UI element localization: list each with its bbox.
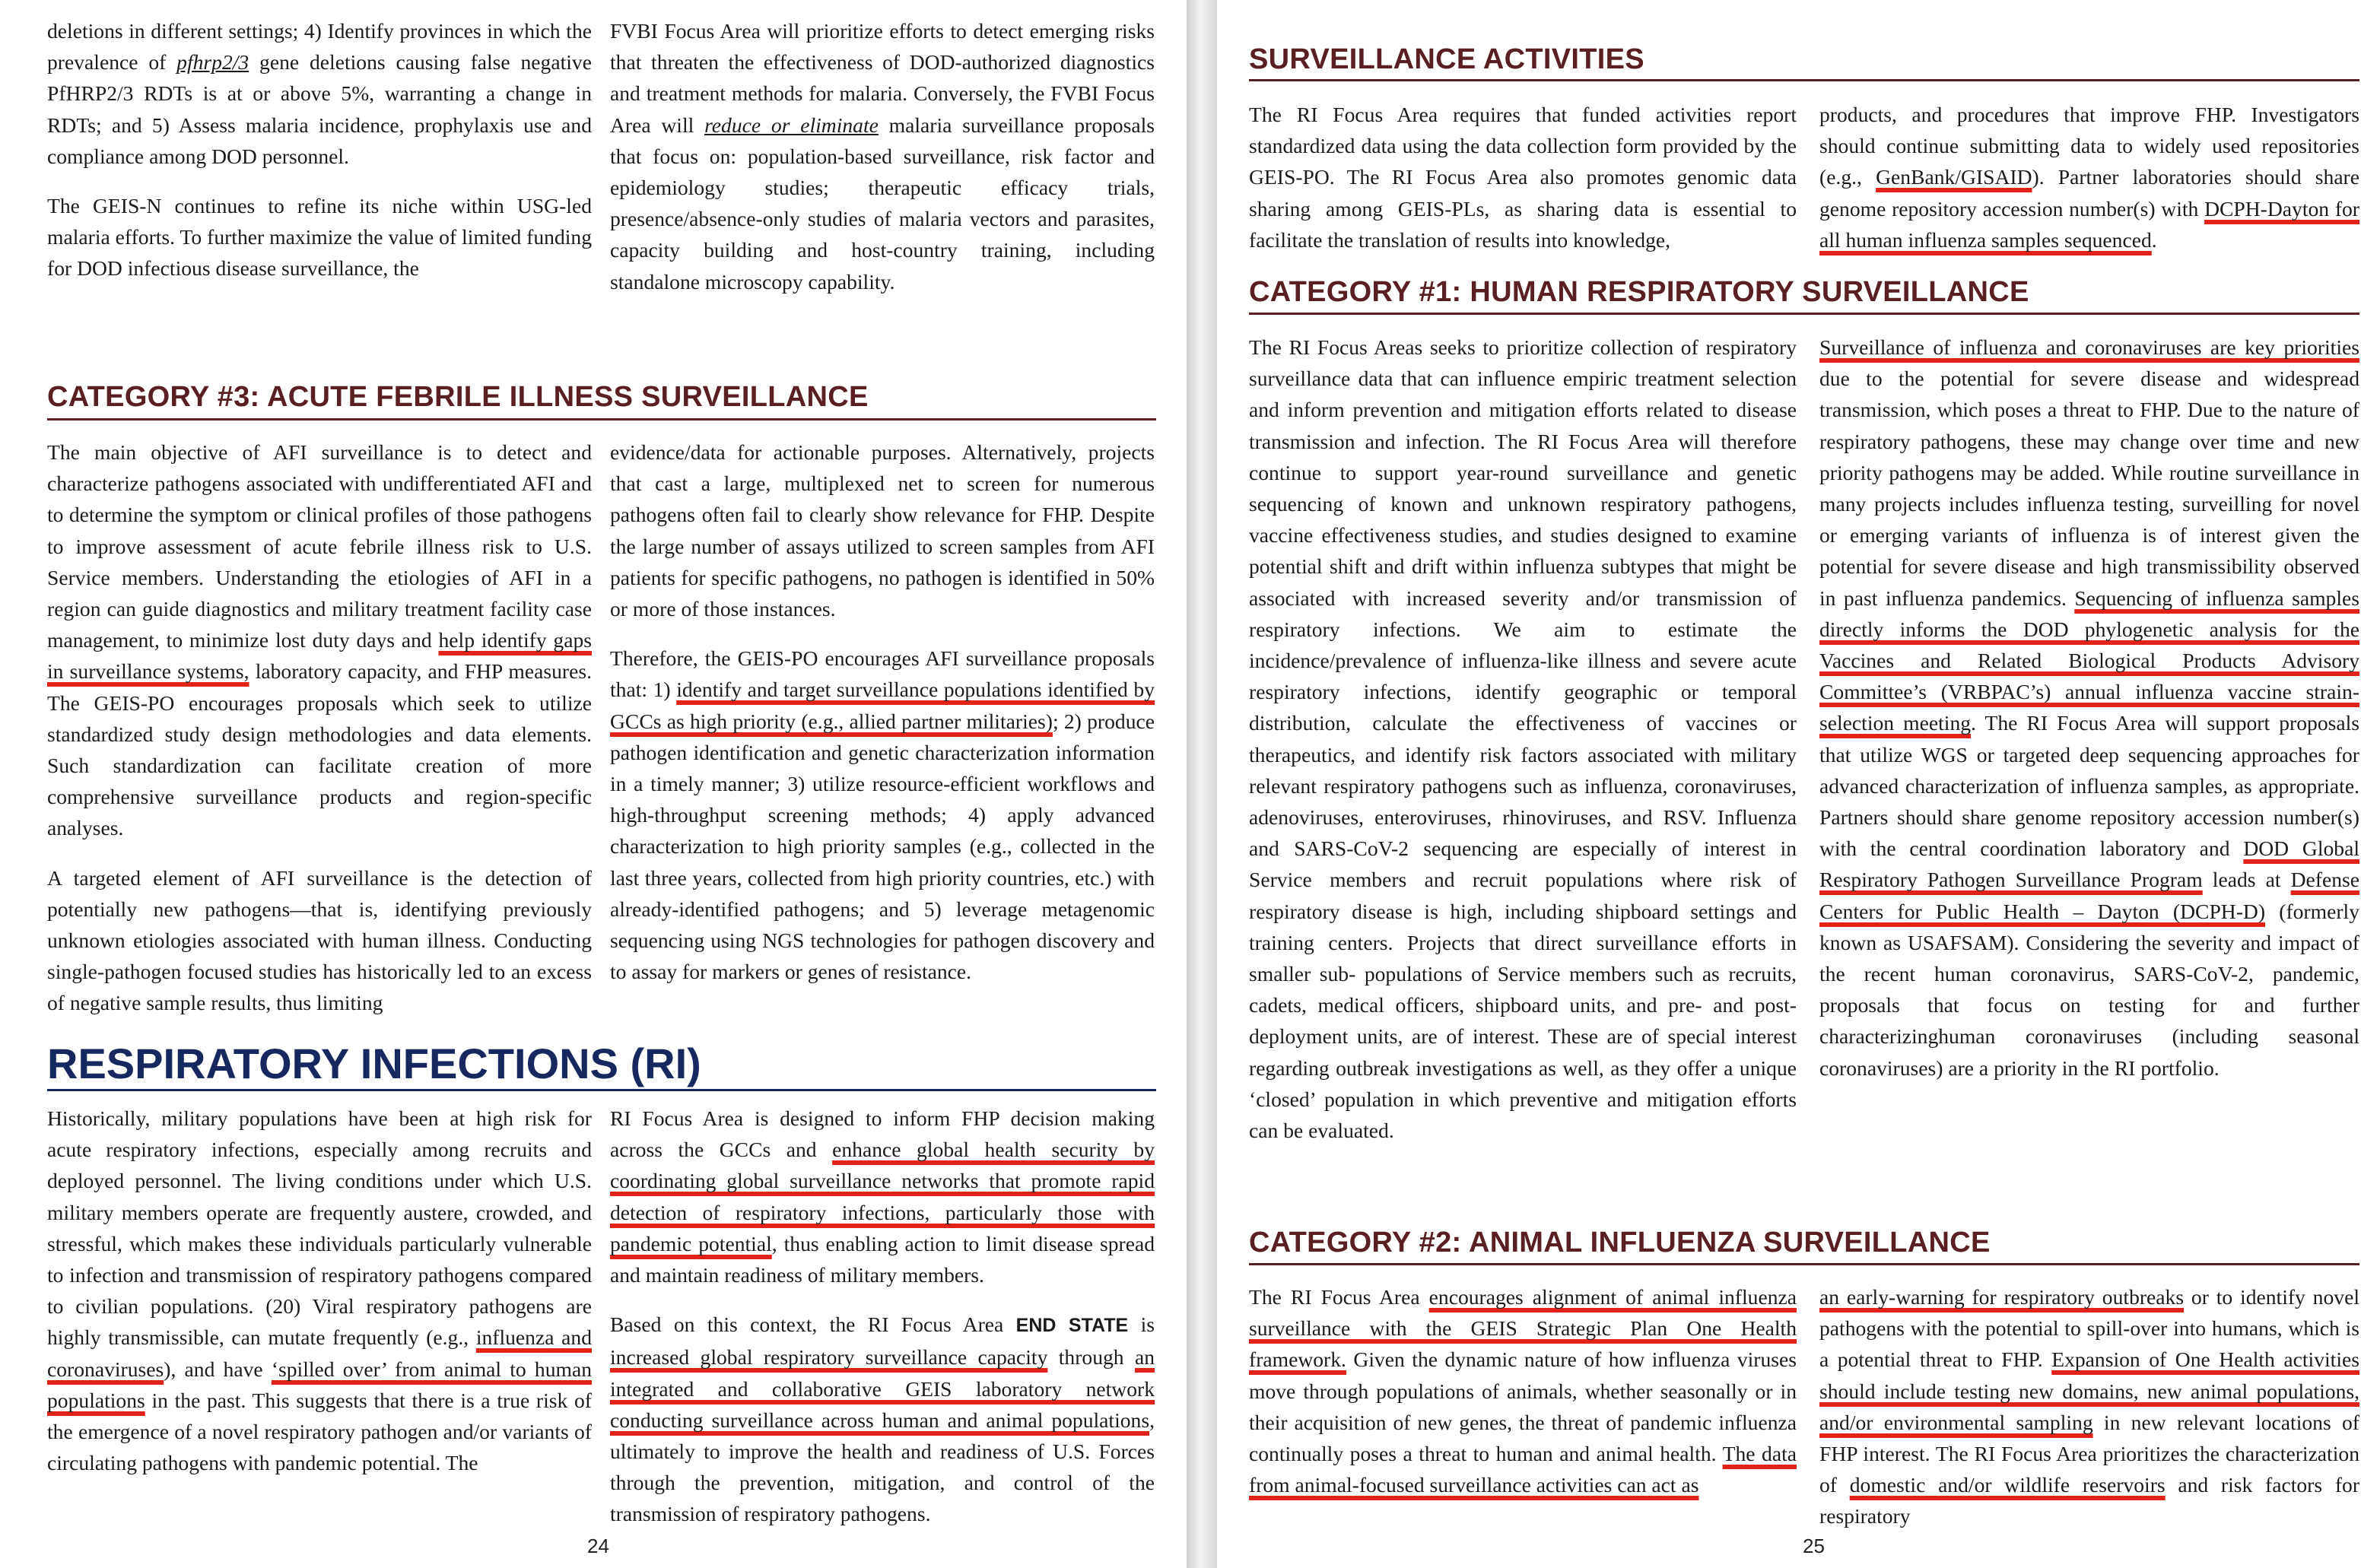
category-2-heading: CATEGORY #2: ANIMAL INFLUENZA SURVEILLANCE xyxy=(1249,1227,1991,1259)
page-number-25: 25 xyxy=(1803,1535,1825,1557)
page-gutter xyxy=(1187,0,1217,1568)
page-number-24: 24 xyxy=(587,1535,609,1557)
cat2-paragraph-1: The RI Focus Area encourages alignment of animal influenza surveillance with the GEIS Strategic Plan One Health framework. Given the dynamic nature of how influenza viruses move through populations of animals, whether seasonally or in their acquisition of new genes, the threat of pandemic influenza continually poses a threat to human and animal health. The data from animal-focused surveillance activities can act as xyxy=(1249,1285,1797,1497)
intro-paragraph-1: deletions in different settings; 4) Identify provinces in which the prevalence of pfhrp2/3 gene deletions causing false negative PfHRP2/3 RDTs is at or above 5%, warranting a change in RDTs; and 5) Assess malaria incidence, prophylaxis use and compliance among DOD personnel. xyxy=(47,19,592,168)
ri-column-1 xyxy=(47,1103,592,1497)
surv-column-2 xyxy=(1819,99,2359,274)
highlight: Defense Centers for Public Health – Dayton (DCPH-D) xyxy=(1819,868,2360,923)
surveillance-activities-heading: SURVEILLANCE ACTIVITIES xyxy=(1249,43,1644,75)
highlight: influenza and coronaviruses xyxy=(47,1325,592,1381)
respiratory-infections-title: RESPIRATORY INFECTIONS (RI) xyxy=(47,1040,701,1087)
cat3-paragraph-4: Therefore, the GEIS-PO encourages AFI surveillance proposals that: 1) identify and target surveillance populations identified by GCCs as high priority (e.g., allied partner militaries); 2) produce pathogen identification and genetic characterization information in a timely manner; 3) utilize resource-efficient workflows and high-throughput screening methods; 4) apply advanced characterization to high priority samples (e.g., collected in the last three years, collected from high priority countries, etc.) with already-identified pathogens; and 5) leverage metagenomic sequencing using NGS technologies for pathogen discovery and to assay for markers or genes of resistance. xyxy=(610,646,1155,984)
cat3-paragraph-2: A targeted element of AFI surveillance is the detection of potentially new pathogens—that is, identifying previously unknown etiologies associated with human illness. Conducting single-pathogen focused studies has historically led to an excess of negative sample results, thus limiting xyxy=(47,865,592,1015)
highlight: help identify gaps in surveillance systems, xyxy=(47,628,592,684)
page-25 xyxy=(1217,0,2361,1568)
cat3-paragraph-3: evidence/data for actionable purposes. Alternatively, projects that cast a large, multiplexed net to screen for numerous pathogens often fail to clearly show relevance for FHP. Despite the large number of assays utilized to screen samples from AFI patients for specific pathogens, no pathogen is identified in 50% or more of those instances. xyxy=(610,440,1155,621)
cat1-paragraph-1: The RI Focus Areas seeks to prioritize collection of respiratory surveillance data that can influence empiric treatment selection and inform prevention and mitigation efforts related to disease transmission and infection. The RI Focus Area will therefore continue to support year-round surveillance and genetic sequencing of known and unknown respiratory pathogens, vaccine effectiveness studies, and studies designed to examine potential shift and drift within influenza subtypes that might be associated with increased severity and/or transmission of respiratory infections. We aim to estimate the incidence/prevalence of influenza-like illness and severe acute respiratory infections, identify geographic or temporal distribution, calculate the effectiveness of vaccines or therapeutics, and identify risk factors associated with military relevant respiratory pathogens such as influenza, coronaviruses, adenoviruses, enteroviruses, rhinoviruses, and RSV. Influenza and SARS-CoV-2 sequencing are especially of interest in Service members and recruit populations where risk of respiratory disease is high, including shipboard settings and training centers. Projects that direct surveillance efforts in smaller sub- populations of Service members such as recruits, cadets, medical officers, shipboard units, and pre- and post-deployment units, are of interest. These are of special interest regarding outbreak investigations as well, as they offer a unique ‘closed’ population in which preventive and mitigation efforts can be evaluated. xyxy=(1249,335,1797,1143)
ri-paragraph-3: Based on this context, the RI Focus Area END STATE is increased global respiratory surveillance capacity through an integrated and collaborative GEIS laboratory network conducting surveillance across human and animal populations, ultimately to improve the health and readiness of U.S. Forces through the prevention, mitigation, and control of the transmission of respiratory pathogens. xyxy=(610,1312,1155,1526)
category-2-rule xyxy=(1249,1263,2359,1265)
highlight: identify and target surveillance populations identified by GCCs as high priority (e.g., allied partner militaries) xyxy=(610,678,1155,733)
highlight: encourages alignment of animal influenza surveillance with the GEIS Strategic Plan One Health framework. xyxy=(1249,1285,1797,1372)
category-3-rule xyxy=(47,418,1156,421)
cat1-column-2 xyxy=(1819,332,2359,1102)
highlight: GenBank/GISAID xyxy=(1876,165,2032,189)
intro-paragraph-3: FVBI Focus Area will prioritize efforts to detect emerging risks that threaten the effectiveness of DOD-authorized diagnostics and treatment methods for malaria. Conversely, the FVBI Focus Area will reduce or eliminate malaria surveillance proposals that focus on: population-based surveillance, risk factor and epidemiology studies; therapeutic efficacy trials, presence/absence-only studies of malaria vectors and parasites, capacity building and host-country training, including standalone microscopy capability. xyxy=(610,19,1155,294)
surv-paragraph-2: products, and procedures that improve FHP. Investigators should continue submitting data to widely used repositories (e.g., GenBank/GISAID). Partner laboratories should share genome repository accession number(s) with DCPH-Dayton for all human influenza samples sequenced. xyxy=(1819,103,2359,252)
intro-column-1 xyxy=(47,15,592,303)
highlight: ‘spilled over’ from animal to human populations xyxy=(47,1357,592,1412)
highlight: Expansion of One Health activities should include testing new domains, new animal populations, and/or environmental sampling xyxy=(1819,1347,2359,1434)
surv-column-1 xyxy=(1249,99,1797,274)
cat3-column-1 xyxy=(47,436,592,1037)
cat1-paragraph-2: Surveillance of influenza and coronaviruses are key priorities due to the potential for severe disease and widespread transmission, which poses a threat to FHP. Due to the nature of respiratory pathogens, these may change over time and new priority pathogens may be added. While routine surveillance in many projects includes influenza testing, surveilling for novel or emerging variants of influenza is of interest given the potential for severe disease and high transmissibility observed in past influenza pandemics. Sequencing of influenza samples directly informs the DOD phylogenetic analysis for the Vaccines and Related Biological Products Advisory Committee’s (VRBPAC’s) annual influenza vaccine strain-selection meeting. The RI Focus Area will support proposals that utilize WGS or targeted deep sequencing approaches for advanced characterization of influenza samples, as appropriate. Partners should share genome repository accession number(s) with the central coordination laboratory and DOD Global Respiratory Pathogen Surveillance Program leads at Defense Centers for Public Health – Dayton (DCPH-D) (formerly known as USAFSAM). Considering the severity and impact of the recent human coronavirus, SARS-CoV-2, pandemic, proposals that focus on testing for and further characterizinghuman coronaviruses (including seasonal coronaviruses) are a priority in the RI portfolio. xyxy=(1819,335,2360,1080)
surveillance-rule xyxy=(1249,79,2359,81)
cat3-column-2 xyxy=(610,436,1155,1005)
surv-paragraph-1: The RI Focus Area requires that funded activities report standardized data using the data collection form provided by the GEIS-PO. The RI Focus Area also promotes genomic data sharing among GEIS-PLs, as sharing data is essential to facilitate the translation of results into knowledge, xyxy=(1249,103,1797,252)
cat3-paragraph-1: The main objective of AFI surveillance is to detect and characterize pathogens associated with undifferentiated AFI and to determine the symptom or clinical profiles of those pathogens to improve assessment of acute febrile illness risk to U.S. Service members. Understanding the etiologies of AFI in a region can guide diagnostics and military treatment facility case management, to minimize lost duty days and help identify gaps in surveillance systems, laboratory capacity, and FHP measures. The GEIS-PO encourages proposals which seek to utilize standardized study design methodologies and data elements. Such standardization can facilitate creation of more comprehensive surveillance products and region-specific analyses. xyxy=(47,440,592,840)
intro-column-2 xyxy=(610,15,1155,316)
cat2-column-1 xyxy=(1249,1281,1797,1519)
highlight: an integrated and collaborative GEIS laboratory network conducting surveillance across human and animal populations xyxy=(610,1345,1155,1432)
highlight: enhance global health security by coordinating global surveillance networks that promote rapid detection of respiratory infections, particularly those with pandemic potential xyxy=(610,1138,1155,1255)
category-1-heading: CATEGORY #1: HUMAN RESPIRATORY SURVEILLANCE xyxy=(1249,276,2029,308)
cat2-column-2 xyxy=(1819,1281,2359,1551)
end-state-label: END STATE xyxy=(1015,1315,1129,1337)
ri-paragraph-1: Historically, military populations have been at high risk for acute respiratory infections, especially among recruits and deployed personnel. The living conditions under which U.S. military members operate are frequently austere, crowded, and stressful, which makes these individuals particularly vulnerable to infection and transmission of respiratory pathogens compared to civilian populations. (20) Viral respiratory pathogens are highly transmissible, can mutate frequently (e.g., influenza and coronaviruses), and have ‘spilled over’ from animal to human populations in the past. This suggests that there is a true risk of the emergence of a novel respiratory pathogen and/or variants of circulating pathogens with pandemic potential. The xyxy=(47,1106,592,1475)
highlight: DOD Global Respiratory Pathogen Surveillance Program xyxy=(1819,836,2359,892)
cat2-paragraph-2: an early-warning for respiratory outbreaks or to identify novel pathogens with the potential to spill-over into humans, which is a potential threat to FHP. Expansion of One Health activities should include testing new domains, new animal populations, and/or environmental sampling in new relevant locations of FHP interest. The RI Focus Area prioritizes the characterization of domestic and/or wildlife reservoirs and risk factors for respiratory xyxy=(1819,1285,2360,1528)
highlight: Sequencing of influenza samples directly informs the DOD phylogenetic analysis for the Vaccines and Related Biological Products Advisory Committee’s (VRBPAC’s) annual influenza vaccine strain-selection meeting xyxy=(1819,586,2359,735)
highlight: DCPH-Dayton for all human influenza samples sequenced xyxy=(1819,196,2359,252)
category-1-rule xyxy=(1249,313,2359,315)
category-3-heading: CATEGORY #3: ACUTE FEBRILE ILLNESS SURVEILLANCE xyxy=(47,381,869,413)
ri-paragraph-2: RI Focus Area is designed to inform FHP decision making across the GCCs and enhance global health security by coordinating global surveillance networks that promote rapid detection of respiratory infections, particularly those with pandemic potential, thus enabling action to limit disease spread and maintain readiness of military members. xyxy=(610,1106,1155,1287)
highlight: Surveillance of influenza and coronaviruses are key priorities xyxy=(1819,335,2359,359)
highlight: domestic and/or wildlife reservoirs xyxy=(1849,1473,2166,1497)
highlight: an early-warning for respiratory outbreaks xyxy=(1819,1285,2185,1309)
highlight: The data from animal-focused surveillance activities can act as xyxy=(1249,1442,1797,1497)
highlight: increased global respiratory surveillance capacity xyxy=(610,1345,1048,1370)
ri-title-rule xyxy=(47,1089,1156,1091)
ri-column-2 xyxy=(610,1103,1155,1548)
intro-paragraph-2: The GEIS-N continues to refine its niche within USG-led malaria efforts. To further maximize the value of limited funding for DOD infectious disease surveillance, the xyxy=(47,194,592,281)
cat1-column-1 xyxy=(1249,332,1797,1164)
